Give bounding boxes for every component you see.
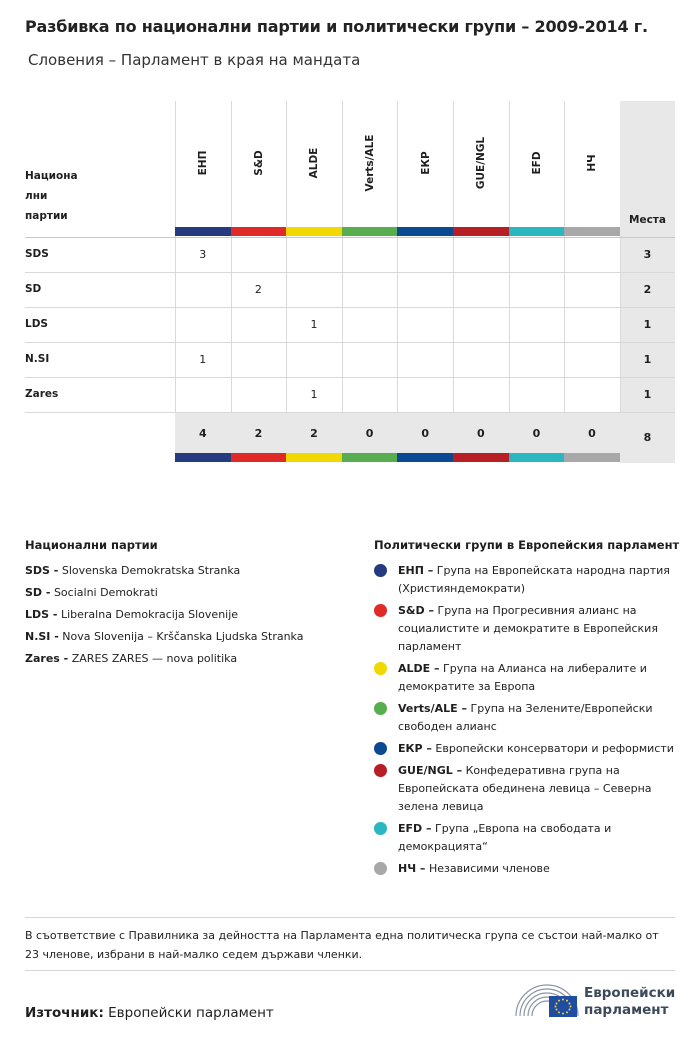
group-color-bar-bottom xyxy=(342,453,398,462)
group-abbr: ЕКР – xyxy=(398,742,432,755)
row-divider xyxy=(25,412,675,413)
total-value: 0 xyxy=(476,427,485,440)
group-column-header xyxy=(453,101,509,227)
group-color-bar xyxy=(453,227,509,236)
row-divider xyxy=(25,377,675,378)
party-abbr: N.SI - xyxy=(25,630,59,643)
row-header-line: Национа xyxy=(25,170,78,182)
political-group-item xyxy=(374,740,679,758)
group-label: S&D xyxy=(252,150,265,176)
party-seats: 1 xyxy=(643,318,652,331)
total-value: 0 xyxy=(532,427,541,440)
column-divider xyxy=(342,236,343,412)
page-title: Разбивка по национални партии и политически групи – 2009-2014 г. xyxy=(25,17,648,36)
seats-column-band xyxy=(620,101,675,463)
logo-text xyxy=(584,985,675,1019)
column-divider xyxy=(397,236,398,412)
group-full-name: Независими членове xyxy=(428,862,550,875)
party-seats: 1 xyxy=(643,388,652,401)
seat-count-cell: 1 xyxy=(310,388,318,401)
row-header xyxy=(25,166,85,226)
party-name: SDS xyxy=(25,248,49,260)
source xyxy=(25,1005,274,1021)
seat-count-cell: 2 xyxy=(254,283,262,296)
group-label: ALDE xyxy=(308,147,321,179)
source-label: Източник: xyxy=(25,1005,104,1021)
political-groups-heading: Политически групи в Европейския парламент xyxy=(374,538,680,552)
group-description xyxy=(398,762,679,816)
group-color-bar-bottom xyxy=(231,453,287,462)
national-parties-heading: Национални партии xyxy=(25,538,158,552)
group-color-bar-bottom xyxy=(397,453,453,462)
group-label: ЕКР xyxy=(419,151,432,175)
party-name: SD xyxy=(25,283,42,295)
group-color-bar xyxy=(564,227,620,236)
national-party-item xyxy=(25,652,237,665)
total-value: 0 xyxy=(421,427,430,440)
group-column-header xyxy=(564,101,620,227)
group-description xyxy=(398,602,679,656)
party-abbr: Zares - xyxy=(25,652,69,665)
political-group-item xyxy=(374,860,679,878)
total-value: 2 xyxy=(310,427,318,440)
group-column-header xyxy=(509,101,565,227)
group-description xyxy=(398,860,679,878)
ep-logo xyxy=(514,982,679,1020)
group-color-dot-icon xyxy=(374,702,387,715)
political-group-item xyxy=(374,762,679,816)
group-label: GUE/NGL xyxy=(475,136,488,190)
group-color-bar xyxy=(231,227,287,236)
group-description xyxy=(398,700,679,736)
national-party-item xyxy=(25,586,158,599)
note-separator-top xyxy=(25,917,675,918)
party-full-name: Nova Slovenija – Krščanska Ljudska Stranka xyxy=(62,630,304,643)
political-group-item xyxy=(374,602,679,656)
group-color-bar xyxy=(342,227,398,236)
group-color-bar-bottom xyxy=(564,453,620,462)
group-abbr: ALDE – xyxy=(398,662,440,675)
group-abbr: S&D – xyxy=(398,604,434,617)
hemicycle-icon xyxy=(514,982,580,1020)
national-party-item xyxy=(25,608,238,621)
party-abbr: SDS - xyxy=(25,564,59,577)
column-divider xyxy=(509,236,510,412)
political-group-item xyxy=(374,660,679,696)
group-color-dot-icon xyxy=(374,604,387,617)
group-color-dot-icon xyxy=(374,764,387,777)
seats-header: Места xyxy=(629,214,666,226)
group-color-dot-icon xyxy=(374,862,387,875)
total-value: 2 xyxy=(254,427,263,440)
party-full-name: ZARES ZARES — nova politika xyxy=(71,652,238,665)
national-party-item xyxy=(25,630,303,643)
group-full-name: Група на Алианса на либералите и демократите за Европа xyxy=(398,662,647,693)
group-color-bar-bottom xyxy=(286,453,342,462)
header-line xyxy=(25,237,675,238)
total-value: 0 xyxy=(588,427,596,440)
national-party-item xyxy=(25,564,240,577)
total-seats: 8 xyxy=(643,431,652,444)
total-value: 4 xyxy=(198,427,207,440)
group-label: ЕНП xyxy=(197,150,210,176)
row-divider xyxy=(25,307,675,308)
row-header-line: лни xyxy=(25,190,48,202)
party-full-name: Slovenska Demokratska Stranka xyxy=(61,564,241,577)
party-full-name: Socialni Demokrati xyxy=(53,586,158,599)
seat-count-cell: 1 xyxy=(199,353,207,366)
group-abbr: Verts/ALE – xyxy=(398,702,467,715)
group-description xyxy=(398,660,679,696)
group-color-bar xyxy=(175,227,231,236)
group-label: Verts/ALE xyxy=(364,134,377,192)
group-color-dot-icon xyxy=(374,742,387,755)
group-label: EFD xyxy=(530,151,543,175)
group-color-dot-icon xyxy=(374,662,387,675)
logo-line1: Европейски xyxy=(584,985,676,1001)
party-seats: 1 xyxy=(643,353,652,366)
footnote: В съответствие с Правилника за дейността на Парламента една политическа група се състои най-малко от 23 членове, избрани в най-малко седем държави членки. xyxy=(25,929,659,961)
row-divider xyxy=(25,272,675,273)
party-seats: 3 xyxy=(643,248,652,261)
political-group-item xyxy=(374,562,679,598)
group-column-header xyxy=(397,101,453,227)
political-group-item xyxy=(374,700,679,736)
party-abbr: LDS - xyxy=(25,608,58,621)
group-color-bar xyxy=(286,227,342,236)
column-divider xyxy=(453,236,454,412)
group-abbr: НЧ – xyxy=(398,862,426,875)
logo-line2: парламент xyxy=(584,1002,669,1018)
group-abbr: EFD – xyxy=(398,822,432,835)
group-column-header xyxy=(286,101,342,227)
source-value: Европейски парламент xyxy=(108,1005,274,1021)
seat-count-cell: 3 xyxy=(199,248,207,261)
party-full-name: Liberalna Demokracija Slovenije xyxy=(60,608,239,621)
party-name: N.SI xyxy=(25,353,50,365)
group-description xyxy=(398,820,679,856)
party-name: Zares xyxy=(25,388,59,400)
column-divider xyxy=(175,236,176,412)
group-abbr: GUE/NGL – xyxy=(398,764,463,777)
group-full-name: Европейски консерватори и реформисти xyxy=(435,742,674,755)
group-color-dot-icon xyxy=(374,822,387,835)
group-color-bar xyxy=(397,227,453,236)
seats-table xyxy=(25,101,675,463)
group-full-name: Група на Прогресивния алианс на социалистите и демократите в Европейския парламент xyxy=(398,604,658,653)
note-separator-bottom xyxy=(25,970,675,971)
group-color-bar-bottom xyxy=(175,453,231,462)
group-color-bar-bottom xyxy=(509,453,565,462)
group-color-bar-bottom xyxy=(453,453,509,462)
group-full-name: Конфедеративна група на Европейската обединена левица – Северна зелена левица xyxy=(398,764,652,813)
group-full-name: Група на Зелените/Европейски свободен алианс xyxy=(398,702,653,733)
group-label: НЧ xyxy=(586,154,599,172)
group-description xyxy=(398,562,679,598)
party-name: LDS xyxy=(25,318,48,330)
row-header-line: партии xyxy=(25,210,68,222)
group-color-dot-icon xyxy=(374,564,387,577)
party-abbr: SD - xyxy=(25,586,51,599)
group-color-bar xyxy=(509,227,565,236)
group-full-name: Група на Европейската народна партия (Християндемократи) xyxy=(398,564,670,595)
column-divider xyxy=(231,236,232,412)
page-subtitle: Словения – Парламент в края на мандата xyxy=(28,51,361,69)
total-value: 0 xyxy=(365,427,374,440)
column-divider xyxy=(564,236,565,412)
group-description xyxy=(398,740,679,758)
party-seats: 2 xyxy=(643,283,652,296)
seat-count-cell: 1 xyxy=(310,318,318,331)
group-column-header xyxy=(342,101,398,227)
political-group-item xyxy=(374,820,679,856)
group-abbr: ЕНП – xyxy=(398,564,434,577)
group-column-header xyxy=(175,101,231,227)
group-column-header xyxy=(231,101,287,227)
row-divider xyxy=(25,342,675,343)
group-full-name: Група „Европа на свободата и демокрацията“ xyxy=(398,822,612,853)
